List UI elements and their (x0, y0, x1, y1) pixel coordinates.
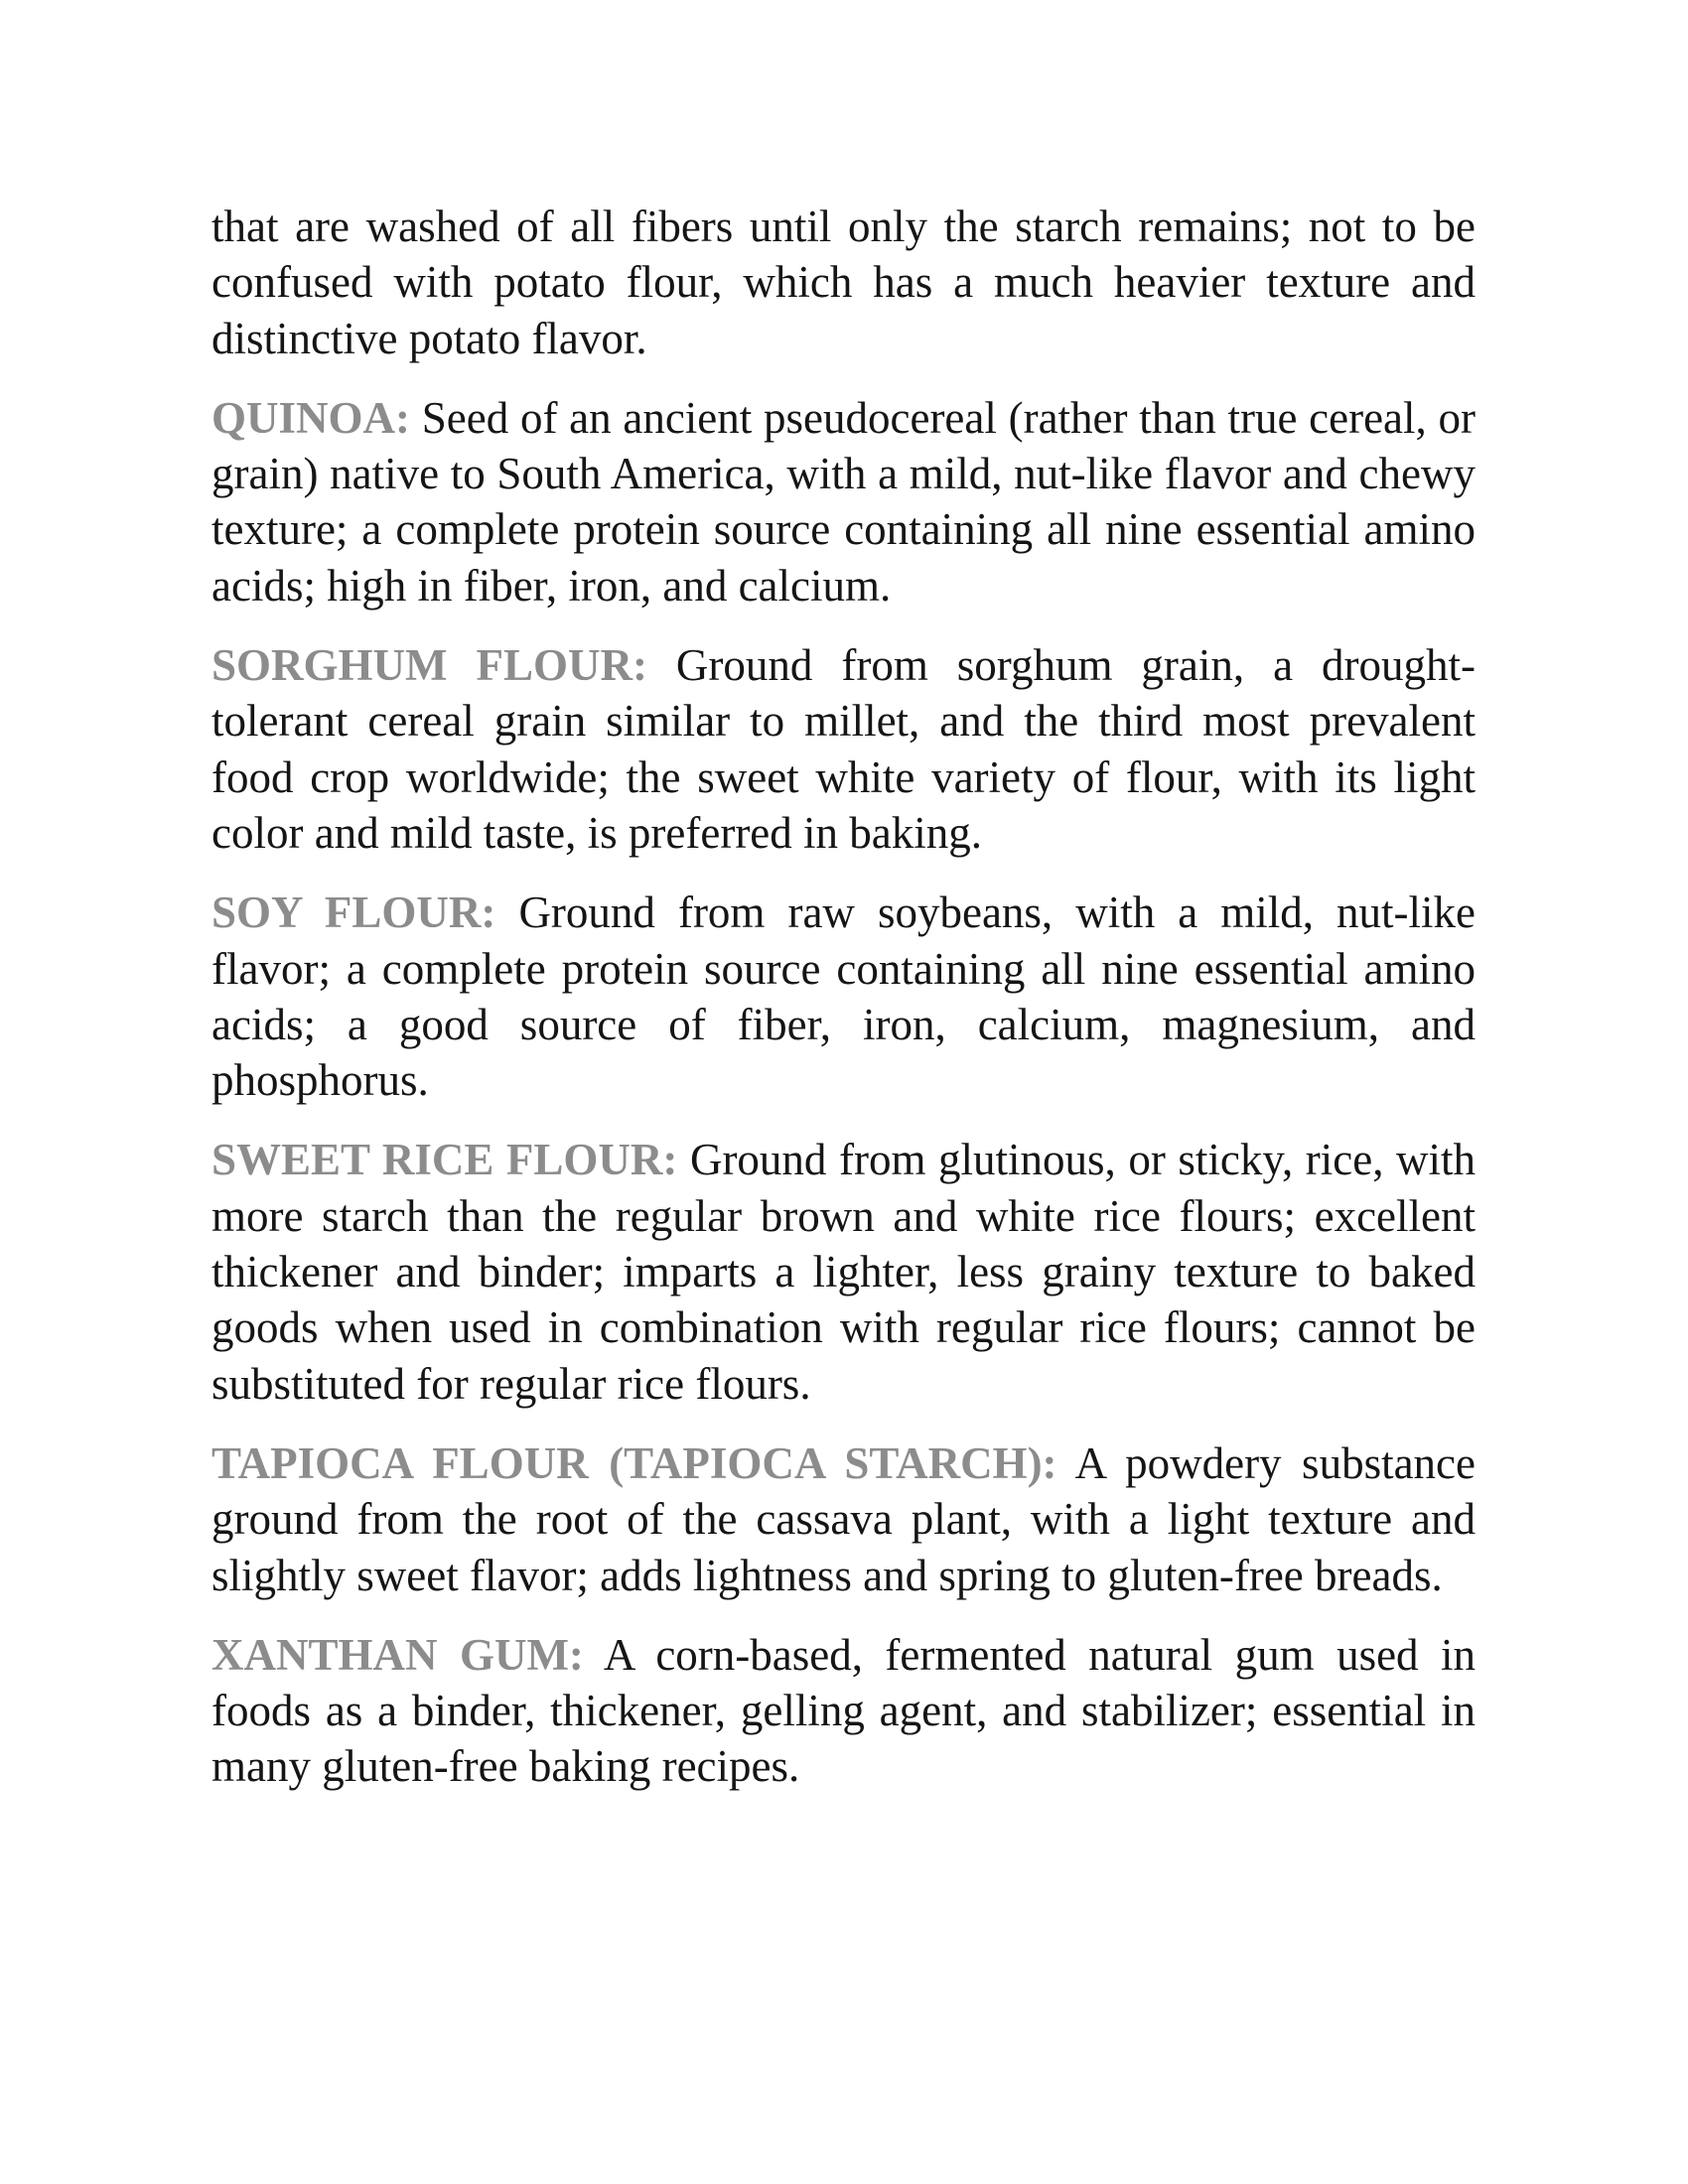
entry-definition: Ground from sorghum grain, a drought-tolerant cereal grain similar to millet, and the third most prevalent food crop worldwide; the sweet white variety of flour, with its light color and mild taste, is preferred in baking. (211, 640, 1476, 858)
entry-term: SOY FLOUR: (211, 887, 496, 938)
entry-definition: Seed of an ancient pseudocereal (rather than true cereal, or grain) native to South America, with a mild, nut-like flavor and chewy texture; a complete protein source containing all nine essential amino acids; high in fiber, iron, and calcium. (211, 392, 1476, 611)
entry-term: XANTHAN GUM: (211, 1629, 584, 1680)
entry-term: SWEET RICE FLOUR: (211, 1135, 678, 1185)
glossary-entry-soy-flour (211, 885, 1476, 1108)
entry-definition: Ground from glutinous, or sticky, rice, with more starch than the regular brown and white rice flours; excellent thickener and binder; imparts a lighter, less grainy texture to baked goods when used in combination with regular rice flours; cannot be substituted for regular rice flours. (211, 1135, 1477, 1409)
glossary-entry-xanthan-gum (211, 1627, 1476, 1795)
entry-definition: Ground from raw soybeans, with a mild, nut-like flavor; a complete protein source containing all nine essential amino acids; a good source of fiber, iron, calcium, magnesium, and phosphorus. (211, 887, 1477, 1106)
entry-definition: A corn-based, fermented natural gum used in foods as a binder, thickener, gelling agent, and stabilizer; essential in many gluten-free baking recipes. (211, 1629, 1476, 1792)
glossary-entry-sorghum-flour (211, 637, 1476, 861)
entry-definition: A powdery substance ground from the root of the cassava plant, with a light texture and slightly sweet flavor; adds lightness and spring to gluten-free breads. (211, 1437, 1477, 1600)
entry-term: SORGHUM FLOUR: (211, 640, 647, 691)
glossary-continuation (211, 199, 1476, 366)
entry-term: TAPIOCA FLOUR (TAPIOCA STARCH): (211, 1437, 1057, 1488)
glossary-entry-tapioca-flour (211, 1435, 1476, 1603)
glossary-entry-sweet-rice-flour (211, 1132, 1476, 1411)
glossary-entry-quinoa (211, 390, 1476, 614)
entry-term: QUINOA: (211, 392, 410, 443)
continuation-text: that are washed of all fibers until only the starch remains; not to be confused with potato flour, which has a much heavier texture and distinctive potato flavor. (211, 202, 1476, 363)
glossary-page (211, 199, 1476, 1819)
